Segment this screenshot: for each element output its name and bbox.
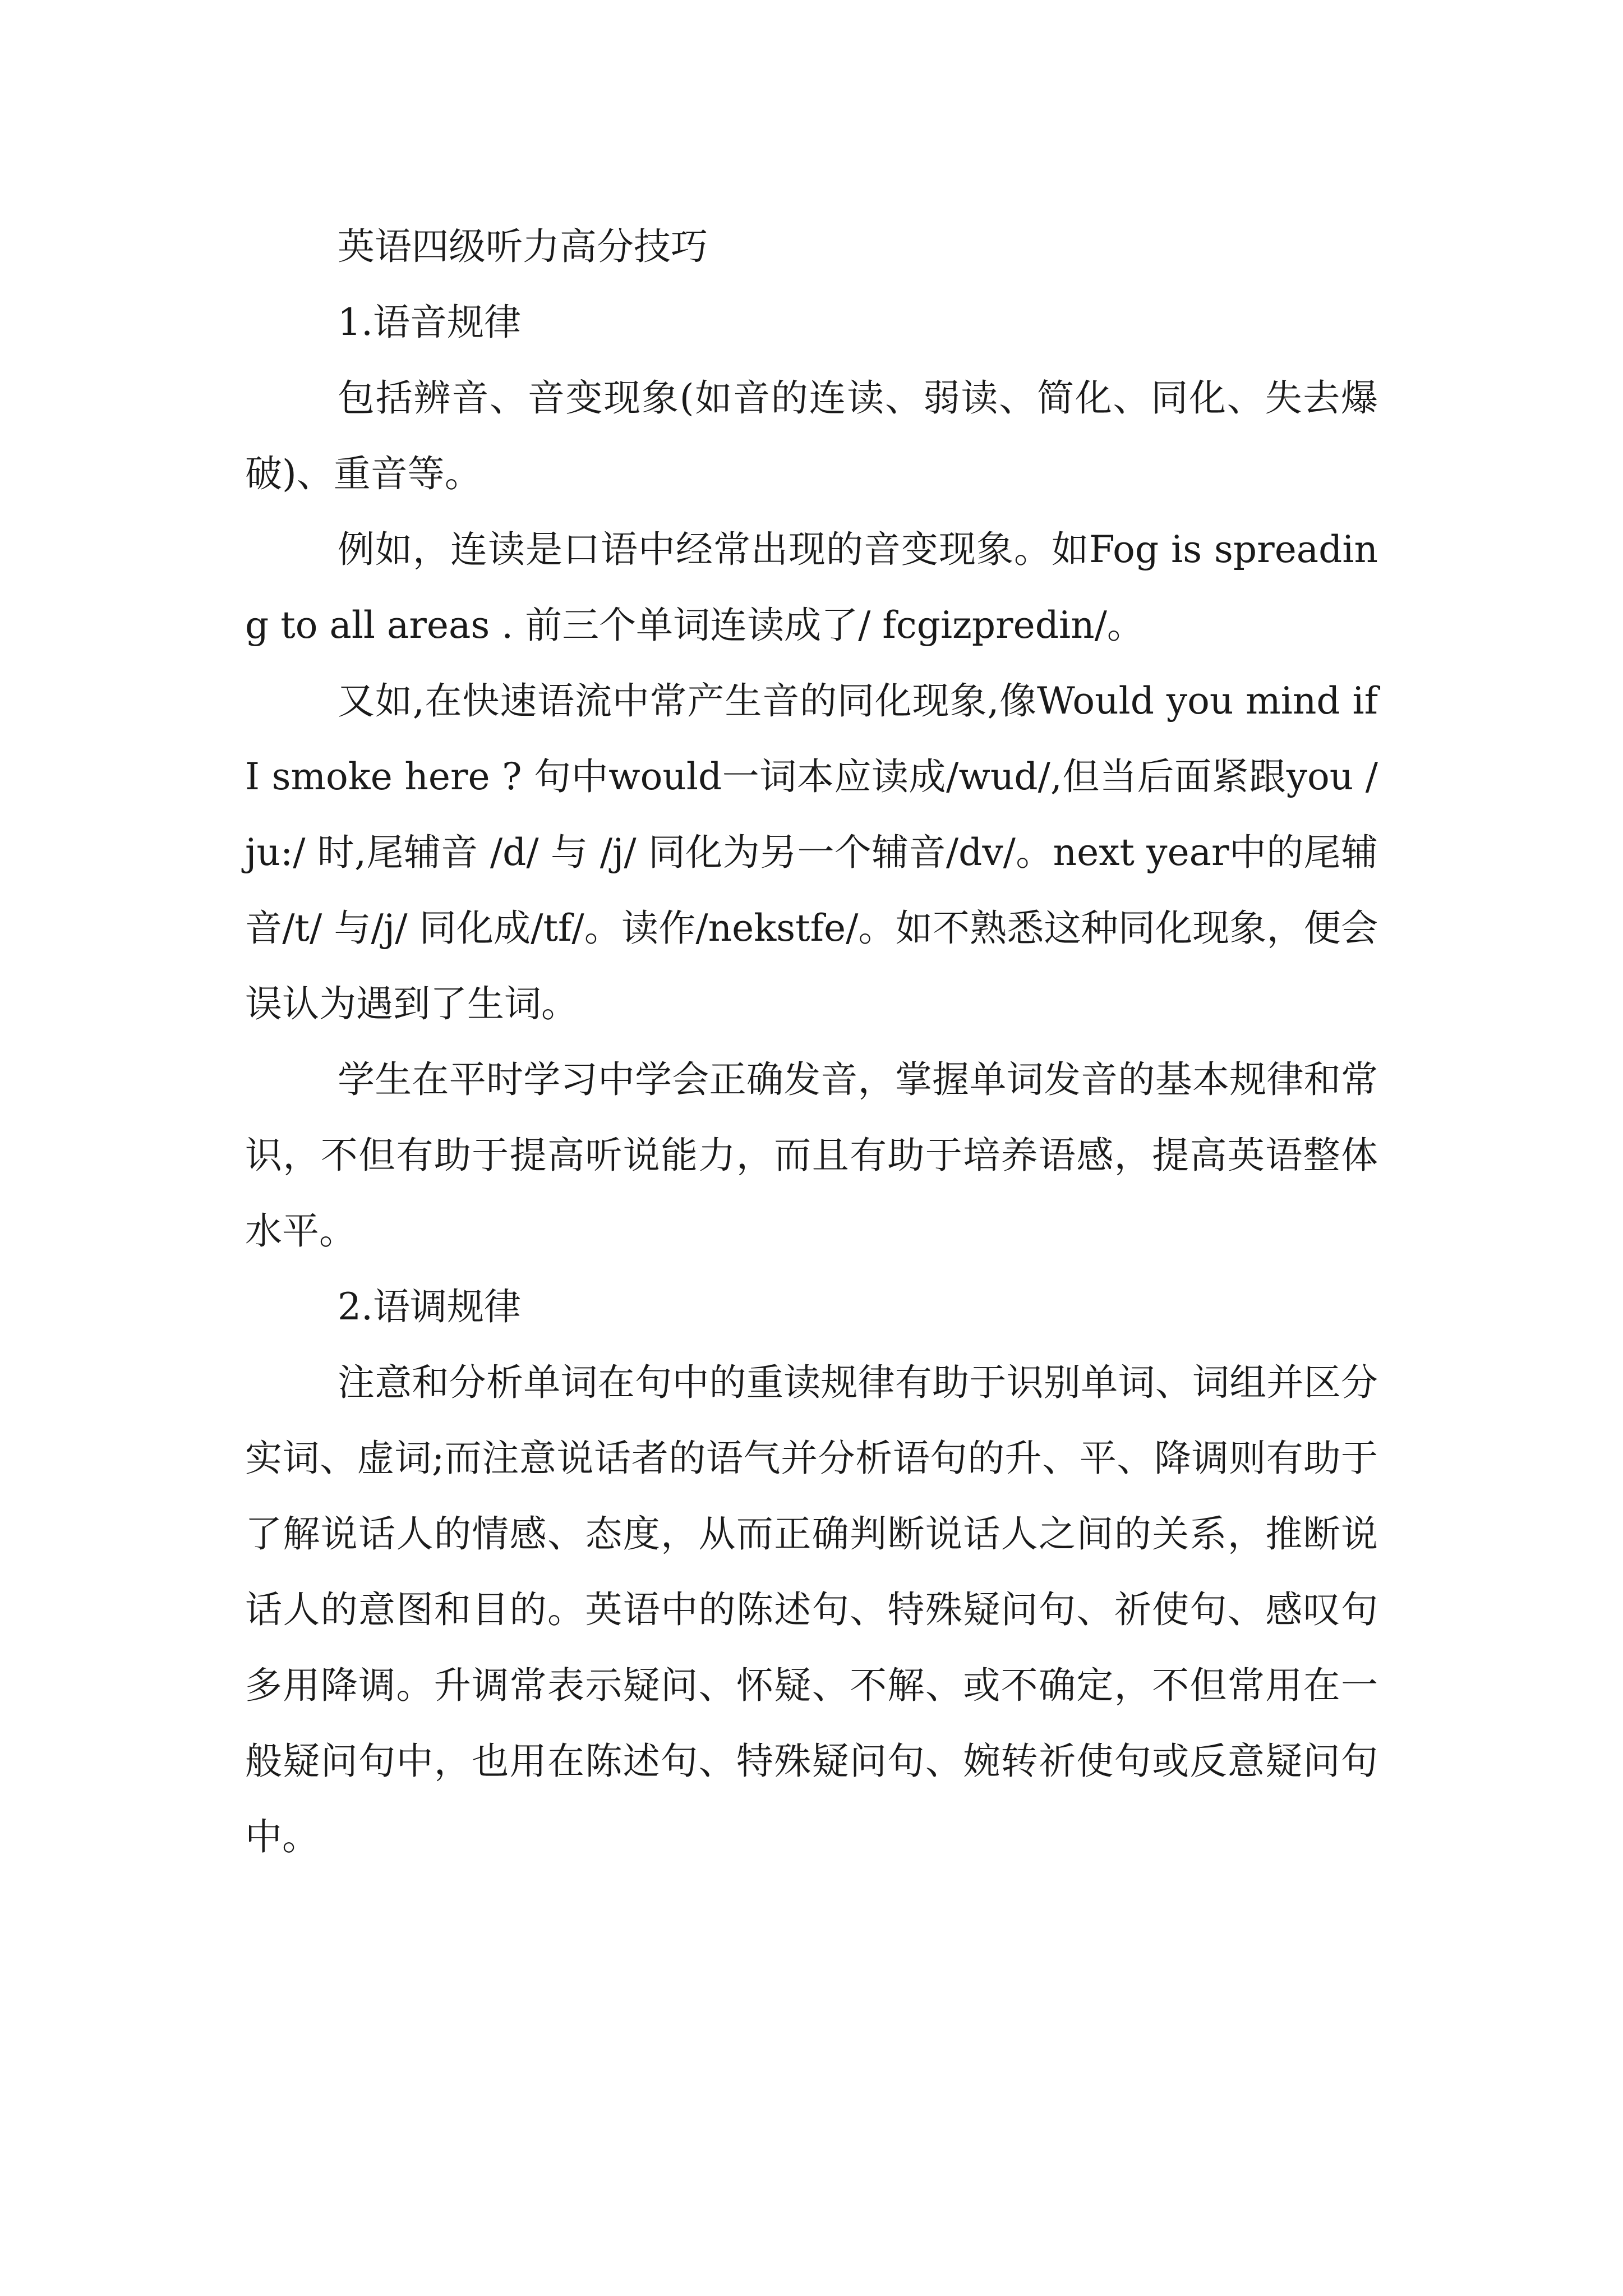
paragraph: 又如,在快速语流中常产生音的同化现象,像Would you mind if I smoke here ? 句中would一词本应读成/wud/,但当后面紧跟you /ju:/ 时,尾辅音 /d/ 与 /j/ 同化为另一个辅音/dv/。next year中的尾辅音/t/ 与/j/ 同化成/tf/。读作/nekstfe/。如不熟悉这种同化现象，便会误认为遇到了生词。 [245,679,1378,1025]
paragraph: 注意和分析单词在句中的重读规律有助于识别单词、词组并区分实词、虚词;而注意说话者的语气并分析语句的升、平、降调则有助于了解说话人的情感、态度，从而正确判断说话人之间的关系，推断说话人的意图和目的。英语中的陈述句、特殊疑问句、祈使句、感叹句多用降调。升调常表示疑问、怀疑、不解、或不确定，不但常用在一般疑问句中，也用在陈述句、特殊疑问句、婉转祈使句或反意疑问句中。 [245,1361,1378,1858]
section-heading: 1.语音规律 [338,301,521,344]
paragraph: 包括辨音、音变现象(如音的连读、弱读、简化、同化、失去爆破)、重音等。 [245,376,1378,495]
document-body [245,209,1378,1875]
paragraph: 学生在平时学习中学会正确发音，掌握单词发音的基本规律和常识，不但有助于提高听说能力，而且有助于培养语感，提高英语整体水平。 [245,1058,1378,1253]
document-title: 英语四级听力高分技巧 [338,225,708,268]
paragraph: 例如，连读是口语中经常出现的音变现象。如Fog is spreading to all areas . 前三个单词连读成了/ fcgizpredin/。 [245,528,1378,647]
section-heading: 2.语调规律 [338,1285,521,1328]
